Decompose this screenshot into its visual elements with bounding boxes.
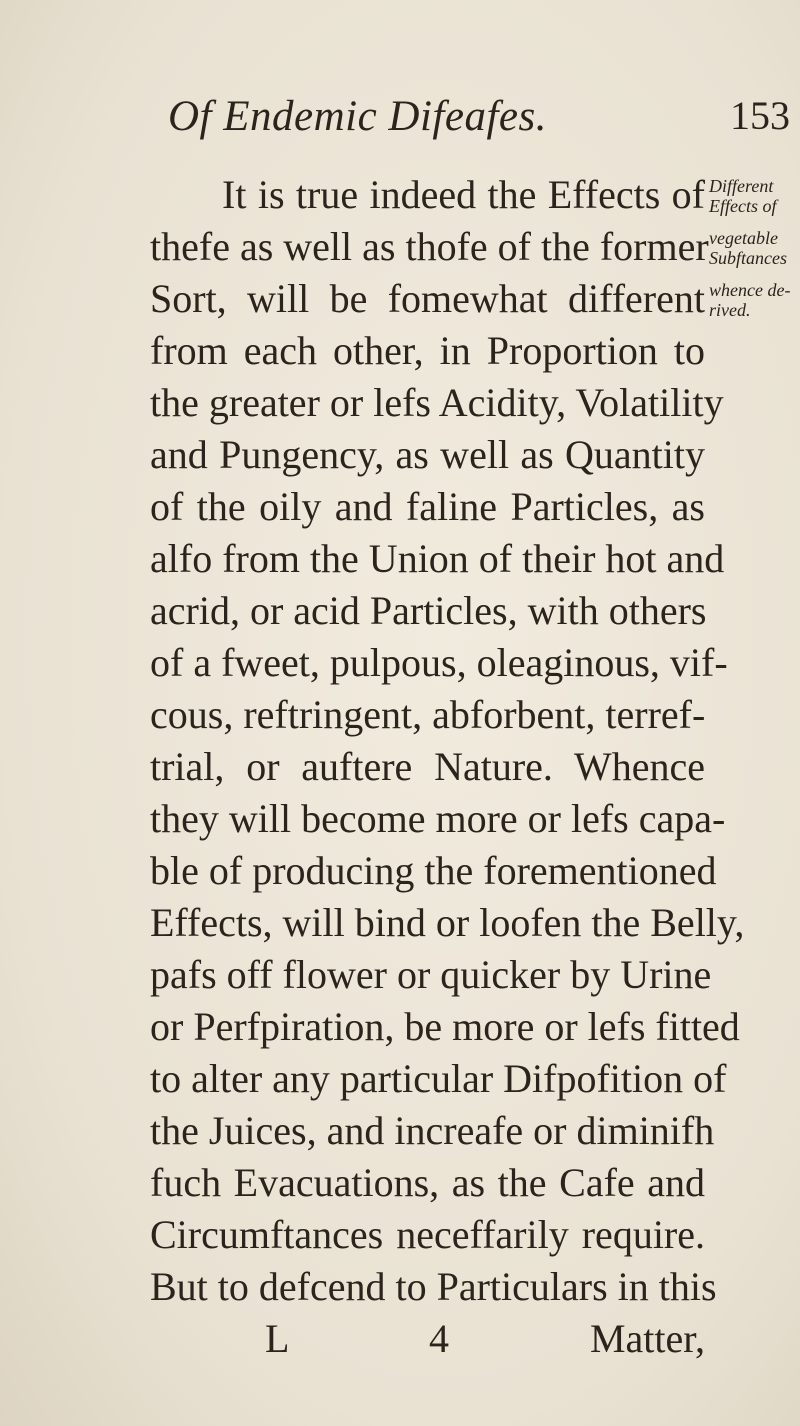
text-line: they will become more or lefs capa- [150,796,726,841]
text-line: cous, reftringent, abforbent, terref- [150,692,706,737]
running-title: Of Endemic Difeafes. [168,93,547,140]
text-line: Circumftances neceffarily require. [150,1212,705,1257]
text-line: trial, or auftere Nature. Whence [150,744,705,789]
margin-note-line: vegetable [709,228,778,248]
margin-note-line: rived. [709,300,751,320]
margin-note-line: whence de- [709,280,791,300]
text-line: thefe as well as thofe of the former [150,224,709,269]
text-line: It is true indeed the Effects of [222,172,705,217]
signature-line [265,1314,705,1364]
text-line: and Pungency, as well as Quantity [150,432,705,477]
catchword: Matter, [589,1316,706,1361]
text-line: or Perfpiration, be more or lefs fitted [150,1004,740,1049]
text-line: Effects, will bind or loofen the Belly, [150,900,745,945]
signature-mark: L 4 [265,1316,449,1361]
text-line: to alter any particular Difpofition of [150,1056,727,1101]
page-number: 153 [730,93,790,138]
text-line: pafs off flower or quicker by Urine [150,952,712,997]
text-line: alfo from the Union of their hot and [150,536,725,581]
margin-note-line: Effects of [709,196,777,216]
text-line: Sort, will be fomewhat different [150,276,705,321]
text-line: ble of producing the forementioned [150,848,717,893]
text-line: from each other, in Proportion to [150,328,705,373]
text-line: of a fweet, pulpous, oleaginous, vif- [150,640,728,685]
text-line: But to defcend to Particulars in this [150,1264,717,1309]
page-header [168,92,788,152]
text-line: acrid, or acid Particles, with others [150,588,707,633]
margin-note-line: Subftances [709,248,787,268]
text-line: of the oily and faline Particles, as [150,484,705,529]
text-line: the greater or lefs Acidity, Volatility [150,380,724,425]
margin-note-line: Different [709,176,774,196]
text-line: fuch Evacuations, as the Cafe and [150,1160,705,1205]
text-line: the Juices, and increafe or diminifh [150,1108,715,1153]
